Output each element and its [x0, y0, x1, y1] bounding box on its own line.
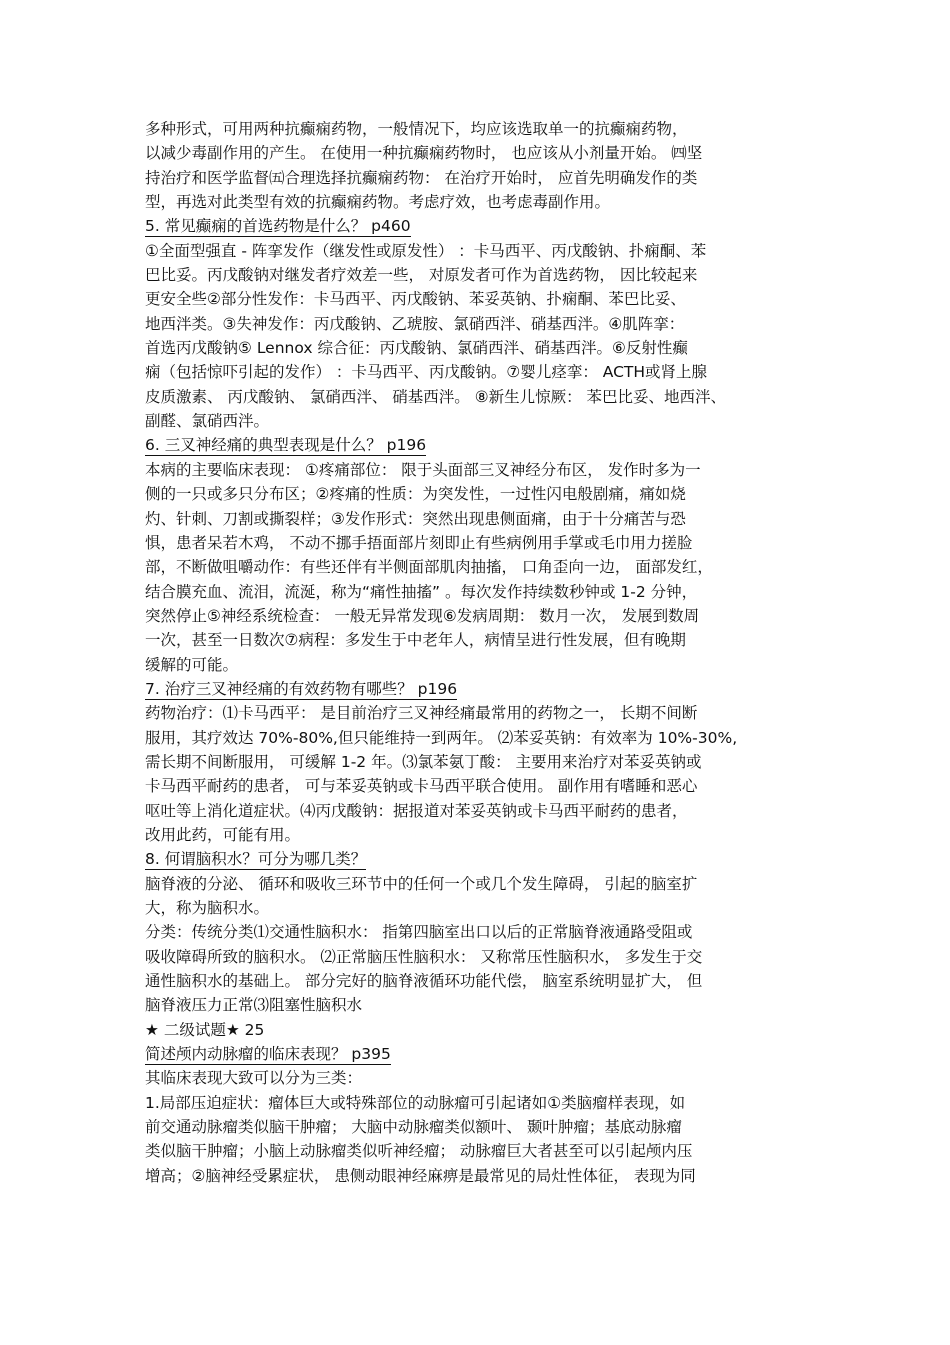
- text-line: [145, 360, 815, 384]
- text-line: [145, 993, 815, 1017]
- line-text: 呕吐等上消化道症状。⑷丙戊酸钠：据报道对苯妥英钠或卡马西平耐药的患者，: [145, 801, 688, 820]
- line-text: 通性脑积水的基础上。 部分完好的脑脊液循环功能代偿， 脑室系统明显扩大， 但: [145, 972, 703, 991]
- line-text: 前交通动脉瘤类似脑干肿瘤； 大脑中动脉瘤类似额叶、 颞叶肿瘤；基底动脉瘤: [145, 1118, 682, 1137]
- text-line: [145, 117, 815, 141]
- line-text: 地西泮类。③失神发作：丙戊酸钠、乙琥胺、氯硝西泮、硝基西泮。④肌阵挛：: [145, 314, 685, 333]
- text-line: [145, 141, 815, 165]
- line-text: ①全面型强直 - 阵挛发作（继发性或原发性） ：卡马西平、丙戊酸钠、扑痫酮、苯: [145, 241, 707, 260]
- line-text: ★ 二级试题★ 25: [145, 1020, 265, 1039]
- text-line: [145, 774, 815, 798]
- text-line: [145, 920, 815, 944]
- text-line: [145, 1115, 815, 1139]
- line-text: 型，再选对此类型有效的抗癫痫药物。考虑疗效，也考虑毒副作用。: [145, 193, 611, 212]
- text-line: [145, 555, 815, 579]
- text-line: [145, 750, 815, 774]
- line-text: 脑脊液的分泌、 循环和吸收三环节中的任何一个或几个发生障碍， 引起的脑室扩: [145, 874, 698, 893]
- text-line: [145, 628, 815, 652]
- line-text: 大，称为脑积水。: [145, 899, 270, 917]
- text-line: [145, 190, 815, 214]
- line-text: 1.局部压迫症状：瘤体巨大或特殊部位的动脉瘤可引起诸如①类脑瘤样表现，如: [145, 1093, 686, 1112]
- line-text: 7. 治疗三叉神经痛的有效药物有哪些？ p196: [145, 679, 458, 698]
- text-line: [145, 312, 815, 336]
- question-heading: [145, 1042, 815, 1066]
- text-line: [145, 969, 815, 993]
- line-text: 本病的主要临床表现： ①疼痛部位： 限于头面部三叉神经分布区， 发作时多为一: [145, 460, 701, 479]
- text-line: [145, 604, 815, 628]
- question-heading: [145, 214, 815, 238]
- line-text: 结合膜充血、流泪，流涎，称为“痛性抽搐” 。每次发作持续数秒钟或 1-2 分钟，: [145, 582, 698, 601]
- text-line: [145, 872, 815, 896]
- line-text: 分类：传统分类⑴交通性脑积水： 指第四脑室出口以后的正常脑脊液通路受阻或: [145, 923, 693, 942]
- text-line: [145, 1066, 815, 1090]
- question-heading: [145, 847, 815, 871]
- text-line: [145, 458, 815, 482]
- text-line: [145, 409, 815, 433]
- line-text: 缓解的可能。: [145, 655, 239, 674]
- text-line: [145, 531, 815, 555]
- text-line: [145, 166, 815, 190]
- line-text: 皮质激素、 丙戊酸钠、 氯硝西泮、 硝基西泮。 ⑧新生儿惊厥： 苯巴比妥、地西泮、: [145, 387, 727, 406]
- text-line: [145, 945, 815, 969]
- line-text: 其临床表现大致可以分为三类：: [145, 1069, 363, 1088]
- line-text: 6. 三叉神经痛的典型表现是什么？ p196: [145, 436, 427, 455]
- line-text: 8. 何谓脑积水？可分为哪几类？: [145, 850, 367, 869]
- line-text: 简述颅内动脉瘤的临床表现？ p395: [145, 1045, 391, 1064]
- text-line: [145, 580, 815, 604]
- line-text: 吸收障碍所致的脑积水。 ⑵正常脑压性脑积水： 又称常压性脑积水， 多发生于交: [145, 947, 703, 966]
- line-text: 首选丙戊酸钠⑤ Lennox 综合征：丙戊酸钠、氯硝西泮、硝基西泮。⑥反射性癫: [145, 339, 688, 358]
- text-line: [145, 507, 815, 531]
- line-text: 改用此药，可能有用。: [145, 825, 301, 844]
- line-text: 部，不断做咀嚼动作：有些还伴有半侧面部肌肉抽搐， 口角歪向一边， 面部发红，: [145, 558, 713, 577]
- line-text: 突然停止⑤神经系统检查： 一般无异常发现⑥发病周期： 数月一次， 发展到数周: [145, 606, 700, 625]
- line-text: 惧，患者呆若木鸡， 不动不挪手捂面部片刻即止有些病例用手掌或毛巾用力搓脸: [145, 533, 693, 552]
- line-text: 持治疗和医学监督㈤合理选择抗癫痫药物： 在治疗开始时， 应首先明确发作的类: [145, 168, 698, 187]
- line-text: 服用，其疗效达 70%-80%,但只能维持一到两年。 ⑵苯妥英钠：有效率为 10%-30%,: [145, 728, 738, 747]
- text-line: [145, 482, 815, 506]
- text-line: [145, 1139, 815, 1163]
- line-text: 药物治疗：⑴卡马西平： 是目前治疗三叉神经痛最常用的药物之一， 长期不间断: [145, 704, 698, 723]
- line-text: 卡马西平耐药的患者， 可与苯妥英钠或卡马西平联合使用。 副作用有嗜睡和恶心: [145, 777, 698, 796]
- text-line: [145, 287, 815, 311]
- text-line: [145, 336, 815, 360]
- text-line: [145, 701, 815, 725]
- text-line: [145, 263, 815, 287]
- document-page: [145, 117, 815, 1188]
- line-text: 一次，甚至一日数次⑦病程：多发生于中老年人，病情呈进行性发展，但有晚期: [145, 631, 686, 650]
- line-text: 5. 常见癫痫的首选药物是什么？ p460: [145, 217, 411, 236]
- text-line: [145, 1018, 815, 1042]
- line-text: 脑脊液压力正常⑶阻塞性脑积水: [145, 996, 363, 1015]
- question-heading: [145, 433, 815, 457]
- line-text: 类似脑干肿瘤；小脑上动脉瘤类似听神经瘤； 动脉瘤巨大者甚至可以引起颅内压: [145, 1142, 693, 1161]
- text-line: [145, 385, 815, 409]
- question-heading: [145, 677, 815, 701]
- line-text: 需长期不间断服用， 可缓解 1-2 年。⑶氯苯氨丁酸： 主要用来治疗对苯妥英钠或: [145, 752, 702, 771]
- line-text: 以减少毒副作用的产生。 在使用一种抗癫痫药物时， 也应该从小剂量开始。 ㈣坚: [145, 144, 703, 163]
- line-text: 增高；②脑神经受累症状， 患侧动眼神经麻痹是最常见的局灶性体征， 表现为同: [145, 1166, 696, 1185]
- text-line: [145, 823, 815, 847]
- line-text: 巴比妥。丙戊酸钠对继发者疗效差一些， 对原发者可作为首选药物， 因比较起来: [145, 266, 698, 285]
- line-text: 副醛、氯硝西泮。: [145, 412, 270, 431]
- text-line: [145, 1091, 815, 1115]
- line-text: 更安全些②部分性发作：卡马西平、丙戊酸钠、苯妥英钠、扑痫酮、苯巴比妥、: [145, 290, 686, 309]
- text-line: [145, 1164, 815, 1188]
- line-text: 侧的一只或多只分布区；②疼痛的性质：为突发性，一过性闪电般剧痛，痛如烧: [145, 485, 686, 504]
- text-line: [145, 799, 815, 823]
- text-line: [145, 726, 815, 750]
- text-line: [145, 896, 815, 920]
- text-line: [145, 239, 815, 263]
- line-text: 痫（包括惊吓引起的发作） ：卡马西平、丙戊酸钠。⑦婴儿痉挛： ACTH或肾上腺: [145, 363, 708, 382]
- line-text: 多种形式，可用两种抗癫痫药物，一般情况下，均应该选取单一的抗癫痫药物，: [145, 120, 688, 138]
- text-line: [145, 653, 815, 677]
- line-text: 灼、针刺、刀割或撕裂样；③发作形式：突然出现患侧面痛，由于十分痛苦与恐: [145, 509, 686, 528]
